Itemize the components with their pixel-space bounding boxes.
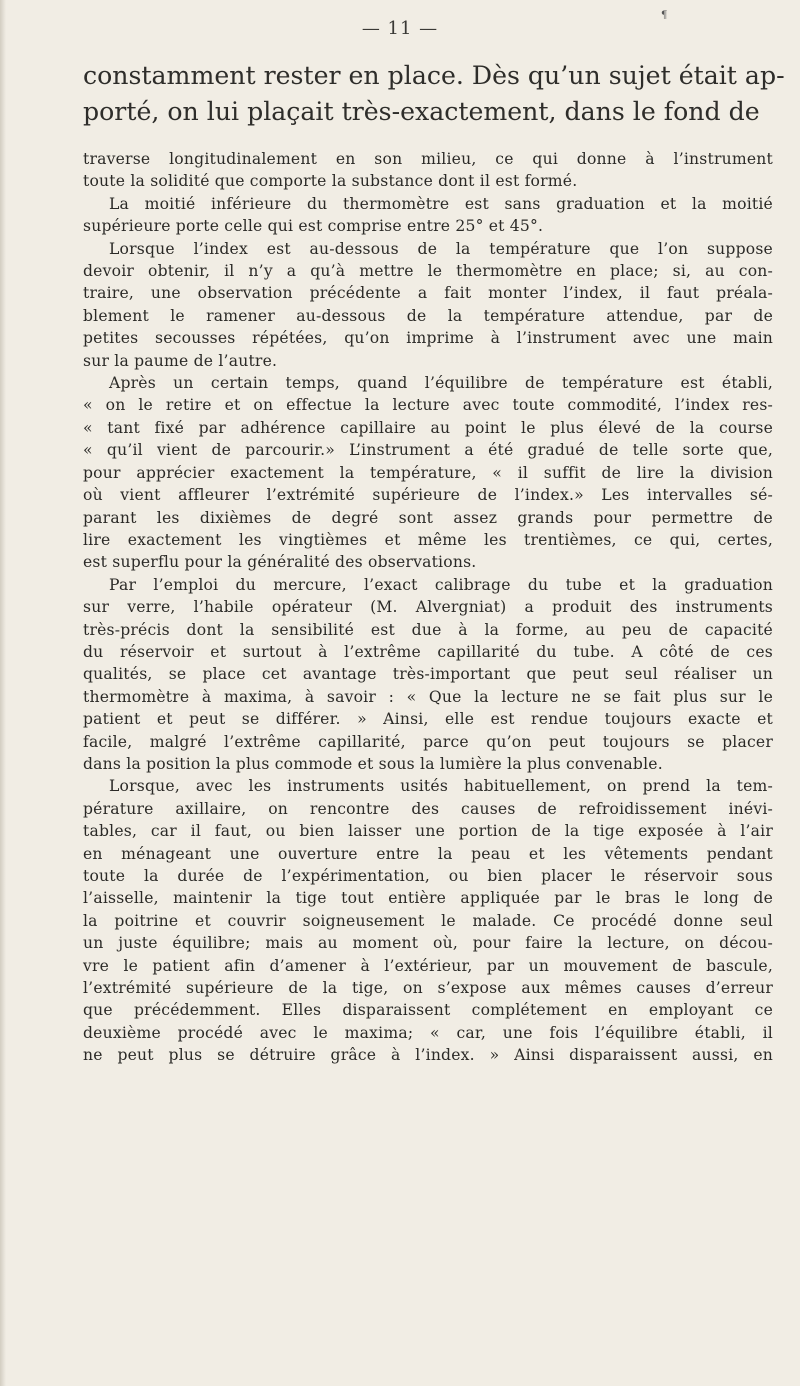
text-line: du réservoir et surtout à l’extrême capillarité du tube. A côté de ces — [83, 642, 773, 661]
text-line: « qu’il vient de parcourir.» L’instrument a été gradué de telle sorte que, — [83, 441, 773, 460]
text-line: tables, car il faut, ou bien laisser une portion de la tige exposée à l’air — [83, 822, 773, 841]
text-line: traverse longitudinalement en son milieu, ce qui donne à l’instrument — [83, 150, 773, 168]
text-line: ne peut plus se détruire grâce à l’index. » Ainsi disparaissent aussi, en — [83, 1046, 773, 1065]
text-line: devoir obtenir, il n’y a qu’à mettre le thermomètre en place; si, au con- — [83, 262, 773, 281]
text-line: patient et peut se différer. » Ainsi, elle est rendue toujours exacte et — [83, 710, 773, 729]
page-edge-shadow — [0, 0, 6, 1386]
text-line: qualités, se place cet avantage très-important que peut seul réaliser un — [83, 665, 773, 684]
text-line: petites secousses répétées, qu’on imprime à l’instrument avec une main — [83, 329, 773, 348]
text-line: l’extrémité supérieure de la tige, on s’expose aux mêmes causes d’erreur — [83, 979, 773, 998]
text-line: pérature axillaire, on rencontre des causes de refroidissement inévi- — [83, 799, 773, 818]
text-line: Après un certain temps, quand l’équilibre de température est établi, — [109, 374, 773, 393]
text-line: l’aisselle, maintenir la tige tout entière appliquée par le bras le long de — [83, 889, 773, 908]
text-line: « on le retire et on effectue la lecture avec toute commodité, l’index res- — [83, 396, 773, 415]
text-line: traire, une observation précédente a fait monter l’index, il faut préala- — [83, 284, 773, 303]
text-line: la poitrine et couvrir soigneusement le malade. Ce procédé donne seul — [83, 911, 773, 930]
ink-speck: ¶ — [661, 10, 668, 21]
text-line: thermomètre à maxima, à savoir : « Que la lecture ne se fait plus sur le — [83, 687, 773, 706]
text-line: pour apprécier exactement la température, « il suffit de lire la division — [83, 463, 773, 482]
text-line: Lorsque l’index est au-dessous de la température que l’on suppose — [109, 239, 773, 258]
text-line: que précédemment. Elles disparaissent complétement en employant ce — [83, 1001, 773, 1020]
text-line: dans la position la plus commode et sous la lumière la plus convenable. — [83, 754, 663, 773]
page-number: — 11 — — [361, 18, 439, 39]
text-line: vre le patient afin d’amener à l’extérieur, par un mouvement de bascule, — [83, 956, 773, 975]
text-line: deuxième procédé avec le maxima; « car, une fois l’équilibre établi, il — [83, 1023, 773, 1042]
text-line: sur la paume de l’autre. — [83, 351, 278, 370]
text-line: Lorsque, avec les instruments usités habituellement, on prend la tem- — [109, 777, 773, 796]
text-line: sur verre, l’habile opérateur (M. Alvergniat) a produit des instruments — [83, 598, 773, 617]
opening-line: constamment rester en place. Dès qu’un sujet était ap- — [83, 61, 785, 90]
text-line: est superflu pour la généralité des observations. — [83, 553, 477, 572]
text-line: Par l’emploi du mercure, l’exact calibrage du tube et la graduation — [109, 575, 773, 594]
text-line: blement le ramener au-dessous de la température attendue, par de — [83, 306, 773, 325]
text-line: « tant fixé par adhérence capillaire au point le plus élevé de la course — [83, 418, 773, 437]
text-line: facile, malgré l’extrême capillarité, parce qu’on peut toujours se placer — [83, 732, 773, 751]
text-line: un juste équilibre; mais au moment où, pour faire la lecture, on décou- — [83, 934, 773, 953]
opening-line: porté, on lui plaçait très-exactement, dans le fond de — [83, 97, 760, 126]
opening-paragraph — [83, 58, 785, 130]
text-line: La moitié inférieure du thermomètre est sans graduation et la moitié — [109, 194, 773, 213]
text-line: parant les dixièmes de degré sont assez grands pour permettre de — [83, 508, 773, 527]
text-line: où vient affleurer l’extrémité supérieure de l’index.» Les intervalles sé- — [83, 486, 773, 505]
body-text — [83, 148, 773, 1067]
text-line: lire exactement les vingtièmes et même les trentièmes, ce qui, certes, — [83, 530, 773, 549]
text-line: supérieure porte celle qui est comprise entre 25° et 45°. — [83, 217, 544, 236]
text-line: toute la solidité que comporte la substance dont il est formé. — [83, 172, 578, 191]
text-line: en ménageant une ouverture entre la peau et les vêtements pendant — [83, 844, 773, 863]
text-line: toute la durée de l’expérimentation, ou bien placer le réservoir sous — [83, 867, 773, 885]
text-line: très-précis dont la sensibilité est due à la forme, au peu de capacité — [83, 620, 773, 639]
